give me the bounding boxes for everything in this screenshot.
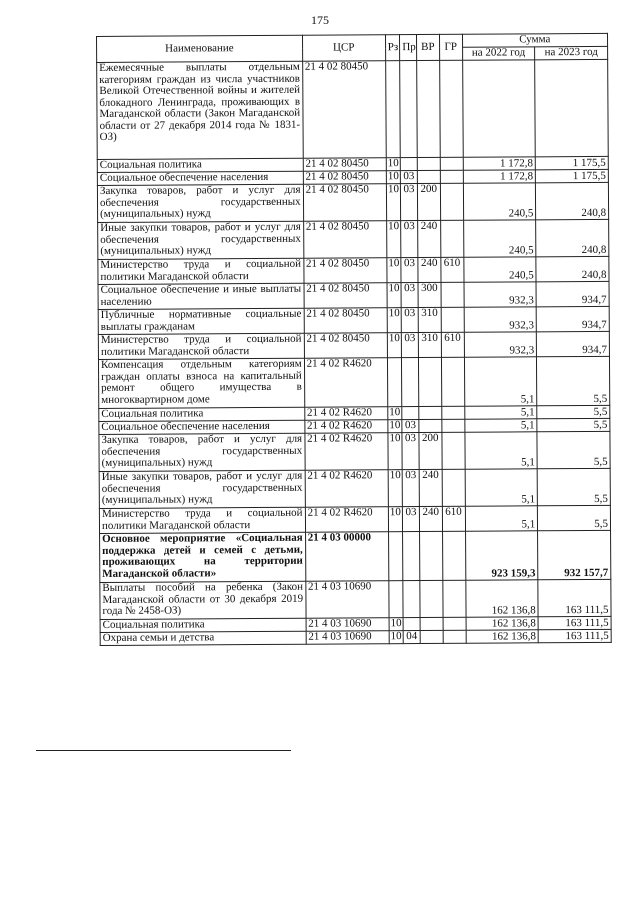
row-sum-2022: 5,1 (464, 357, 537, 406)
row-name: Социальная политика (100, 618, 306, 632)
row-rz (387, 358, 402, 407)
row-pr: 03 (402, 420, 419, 433)
row-name: Охрана семьи и детства (100, 631, 306, 645)
row-name: Социальное обеспечение населения (97, 171, 303, 185)
row-csr: 21 4 02 80450 (304, 283, 387, 309)
row-gr (440, 220, 463, 257)
row-rz: 10 (387, 283, 402, 308)
row-sum-2022: 1 172,8 (463, 170, 536, 183)
row-gr (442, 432, 465, 469)
row-pr: 03 (401, 184, 418, 221)
table-row (98, 256, 609, 284)
row-pr (403, 581, 420, 618)
table-row (98, 306, 609, 334)
row-vr (417, 60, 440, 157)
table-row (99, 468, 610, 508)
header-year-2023: на 2023 год (535, 46, 608, 59)
row-csr: 21 4 02 R4620 (304, 407, 387, 421)
row-sum-2022: 923 159,3 (465, 531, 538, 580)
row-vr: 240 (417, 220, 440, 257)
row-gr (442, 469, 465, 506)
row-vr (420, 630, 443, 643)
row-vr (419, 531, 442, 580)
table-row (100, 579, 611, 619)
row-csr: 21 4 02 80450 (304, 258, 387, 284)
row-gr (441, 406, 464, 419)
row-name: Основное мероприятие «Социальная поддержка детей и семей с детьми, проживающих на территории Магаданской области» (100, 532, 306, 582)
row-gr (441, 282, 464, 307)
table-row (98, 356, 609, 408)
header-sum: Сумма (462, 33, 608, 47)
row-sum-2023: 240,8 (536, 219, 609, 256)
row-vr (420, 617, 443, 630)
table-row (98, 331, 609, 359)
row-sum-2023: 163 111,5 (538, 629, 611, 642)
row-rz (388, 532, 403, 581)
row-gr (440, 183, 463, 220)
table-row (97, 182, 608, 222)
row-sum-2022: 162 136,8 (466, 617, 539, 630)
footer-rule (36, 750, 291, 751)
row-sum-2023: 240,8 (536, 182, 609, 219)
row-vr: 310 (418, 332, 441, 357)
row-csr: 21 4 02 80450 (304, 333, 387, 359)
row-name: Иные закупки товаров, работ и услуг для обеспечения государственных (муниципальных) нужд (99, 470, 305, 508)
row-rz: 10 (388, 470, 403, 507)
row-rz: 10 (387, 170, 399, 183)
row-csr: 21 4 02 80450 (303, 221, 386, 259)
row-rz: 10 (389, 406, 401, 419)
row-sum-2023: 163 111,5 (538, 616, 611, 629)
row-name: Министерство труда и социальной политики Магаданской области (98, 258, 304, 284)
row-name: Министерство труда и социальной политики Магаданской области (99, 507, 305, 533)
row-gr (441, 307, 464, 332)
row-pr: 03 (402, 470, 419, 507)
row-sum-2022: 932,3 (464, 307, 537, 332)
row-csr: 21 4 03 10690 (306, 631, 389, 645)
row-csr: 21 4 02 80450 (303, 184, 386, 222)
row-gr (443, 630, 466, 643)
row-sum-2022: 932,3 (464, 282, 537, 307)
row-sum-2023: 5,5 (537, 468, 610, 505)
row-csr: 21 4 02 R4620 (304, 420, 387, 434)
row-gr (443, 617, 466, 630)
table-row (98, 219, 609, 259)
row-pr (402, 358, 419, 407)
row-vr (418, 357, 441, 406)
row-sum-2023: 1 175,5 (536, 169, 609, 182)
row-gr (440, 170, 463, 183)
row-sum-2023: 934,7 (536, 306, 609, 331)
row-name: Выплаты пособий на ребенка (Закон Магаданской области от 30 декабря 2019 года № 2458-ОЗ) (100, 581, 306, 619)
row-pr (400, 158, 417, 171)
row-pr (400, 61, 417, 158)
row-name: Социальная политика (97, 158, 303, 172)
row-csr: 21 4 02 80450 (302, 61, 386, 159)
row-pr: 03 (401, 171, 418, 184)
row-sum-2023: 932 157,7 (538, 530, 611, 579)
row-sum-2023: 5,5 (537, 356, 610, 405)
row-rz: 10 (388, 507, 403, 532)
row-sum-2023: 5,5 (537, 405, 610, 418)
row-csr: 21 4 02 80450 (304, 308, 387, 334)
row-name: Публичные нормативные социальные выплаты гражданам (98, 308, 304, 334)
row-gr (441, 357, 464, 406)
row-sum-2022: 5,1 (464, 406, 537, 419)
row-vr: 240 (419, 506, 442, 531)
row-rz (389, 581, 404, 618)
row-name: Закупка товаров, работ и услуг для обеспечения государственных (муниципальных) нужд (99, 433, 305, 471)
row-sum-2023: 5,5 (537, 431, 610, 468)
row-sum-2022: 5,1 (464, 419, 537, 432)
row-csr: 21 4 03 00000 (305, 532, 388, 582)
header-gr: ГР (439, 34, 462, 60)
header-name: Наименование (97, 35, 303, 62)
row-sum-2022: 932,3 (464, 332, 537, 357)
row-csr: 21 4 02 80450 (303, 158, 386, 172)
table-row (99, 505, 610, 533)
table-row (100, 629, 611, 645)
row-sum-2023 (535, 59, 608, 156)
row-vr (420, 580, 443, 617)
row-sum-2022: 5,1 (464, 432, 537, 469)
row-gr (442, 531, 465, 580)
row-csr: 21 4 02 R4620 (304, 358, 387, 408)
row-csr: 21 4 02 R4620 (305, 507, 388, 533)
row-pr (403, 532, 420, 581)
header-rz: Рз (385, 35, 400, 61)
row-sum-2022: 240,5 (463, 257, 536, 282)
row-vr (417, 157, 440, 170)
row-rz: 10 (390, 617, 402, 630)
row-sum-2022: 5,1 (465, 506, 538, 531)
row-sum-2023: 1 175,5 (535, 156, 608, 169)
row-gr: 610 (441, 332, 464, 357)
row-rz: 10 (386, 184, 401, 221)
table-row (99, 431, 610, 471)
header-pr: Пр (400, 35, 417, 61)
row-sum-2023: 240,8 (536, 256, 609, 281)
row-csr: 21 4 03 10690 (305, 581, 388, 619)
row-csr: 21 4 02 80450 (303, 171, 386, 185)
row-rz: 10 (390, 630, 402, 643)
row-csr: 21 4 02 R4620 (305, 433, 388, 471)
table-row (97, 59, 609, 159)
row-pr: 03 (401, 283, 418, 308)
row-vr: 200 (419, 432, 442, 469)
row-name: Закупка товаров, работ и услуг для обеспечения государственных (муниципальных) нужд (97, 184, 303, 222)
row-sum-2022: 5,1 (465, 469, 538, 506)
row-gr: 610 (442, 506, 465, 531)
row-csr: 21 4 03 10690 (306, 618, 389, 632)
row-vr (419, 406, 442, 419)
row-sum-2022: 162 136,8 (465, 580, 538, 617)
row-vr: 240 (418, 257, 441, 282)
row-rz: 10 (387, 308, 402, 333)
row-name: Компенсация отдельным категориям граждан оплаты взноса на капитальный ремонт общего имущества в многоквартирном доме (98, 358, 304, 408)
row-pr: 03 (401, 258, 418, 283)
row-pr: 03 (402, 333, 419, 358)
row-pr: 03 (402, 433, 419, 470)
row-sum-2022: 1 172,8 (463, 157, 536, 170)
row-pr: 03 (401, 221, 418, 258)
row-name: Социальное обеспечение и иные выплаты населению (98, 283, 304, 309)
row-sum-2023: 934,7 (536, 281, 609, 306)
row-pr: 03 (401, 308, 418, 333)
table-row (98, 281, 609, 309)
row-vr: 300 (418, 282, 441, 307)
row-pr: 04 (403, 631, 420, 644)
row-vr (417, 170, 440, 183)
row-rz: 10 (389, 419, 401, 432)
row-rz: 10 (387, 258, 402, 283)
row-sum-2023: 934,7 (537, 331, 610, 356)
row-gr (439, 60, 462, 157)
row-vr: 310 (418, 307, 441, 332)
row-rz (385, 61, 400, 158)
row-vr: 240 (419, 469, 442, 506)
header-year-2022: на 2022 год (462, 47, 535, 60)
row-sum-2022: 240,5 (463, 220, 536, 257)
row-rz: 10 (387, 157, 399, 170)
row-vr: 200 (417, 183, 440, 220)
row-rz: 10 (386, 221, 401, 258)
row-pr: 03 (403, 507, 420, 532)
row-name: Ежемесячные выплаты отдельным категориям граждан из числа участников Великой Отечественной войны и жителей блокадного Ленинграда, проживающих в Магаданской области (Закон Магаданской области от 27 декабря 2014 года № 1831-ОЗ) (97, 61, 303, 159)
row-sum-2023: 5,5 (538, 505, 611, 530)
row-gr (442, 419, 465, 432)
row-sum-2022: 240,5 (463, 183, 536, 220)
table-row (100, 530, 611, 582)
budget-table (96, 33, 612, 646)
row-pr (403, 618, 420, 631)
page-number: 175 (311, 13, 329, 27)
row-gr (440, 157, 463, 170)
row-sum-2023: 5,5 (537, 418, 610, 431)
row-vr (419, 419, 442, 432)
header-vr: ВР (416, 34, 439, 60)
row-sum-2022: 162 136,8 (466, 630, 539, 643)
header-csr: ЦСР (302, 35, 385, 62)
row-rz: 10 (387, 333, 402, 358)
row-name: Социальное обеспечение населения (99, 420, 305, 434)
row-sum-2023: 163 111,5 (538, 579, 611, 616)
row-rz: 10 (388, 433, 403, 470)
row-pr (402, 407, 419, 420)
row-gr (443, 580, 466, 617)
budget-table-wrapper (96, 33, 612, 646)
row-sum-2022 (462, 60, 535, 157)
row-name: Социальная политика (99, 407, 305, 421)
row-name: Министерство труда и социальной политики Магаданской области (98, 333, 304, 359)
table-body (97, 59, 612, 645)
row-csr: 21 4 02 R4620 (305, 470, 388, 508)
row-gr: 610 (441, 257, 464, 282)
row-name: Иные закупки товаров, работ и услуг для обеспечения государственных (муниципальных) нужд (98, 221, 304, 259)
